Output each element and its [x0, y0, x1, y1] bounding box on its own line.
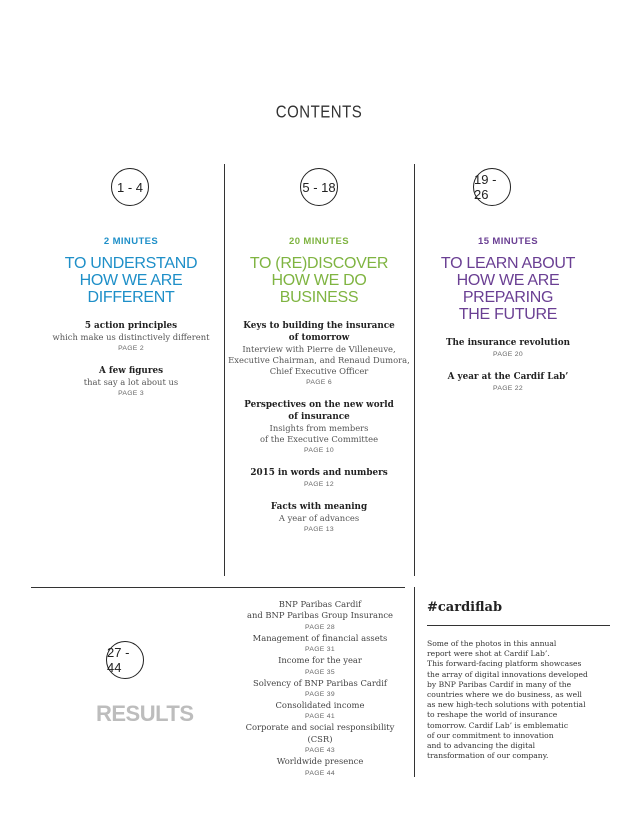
toc-item[interactable]: 2015 in words and numbers PAGE 12 — [250, 468, 388, 488]
toc-item[interactable]: 5 action principles which make us distinctively different PAGE 2 — [52, 321, 210, 352]
minutes-label: 15 MINUTES — [478, 236, 538, 247]
section-understand — [40, 236, 222, 399]
toc-item[interactable]: Keys to building the insurance of tomorrow Interview with Pierre de Villeneuve, Executive Chairman, and Renaud Dumora, Chief Executive Officer PAGE 6 — [228, 321, 410, 386]
results-list — [232, 599, 408, 779]
section-headline: TO LEARN ABOUT HOW WE ARE PREPARING THE FUTURE — [440, 255, 576, 323]
results-item[interactable]: Worldwide presence PAGE 44 — [276, 756, 364, 777]
toc-item[interactable]: The insurance revolution PAGE 20 — [445, 338, 571, 358]
results-item[interactable]: Corporate and social responsibility (CSR) PAGE 43 — [245, 722, 395, 755]
results-item[interactable]: Consolidated income PAGE 41 — [275, 700, 365, 721]
section-headline: TO (RE)DISCOVER HOW WE DO BUSINESS — [249, 255, 389, 306]
toc-item[interactable]: A few figures that say a lot about us PAGE 3 — [83, 366, 179, 397]
cardiflab-text: Some of the photos in this annual report were shot at Cardif Lab’. This forward-facing platform showcases the array of digital innovations developed by BNP Paribas Cardif in many of the countries where we do business, as well as new high-tech solutions with potential to reshape the world of insurance tomorrow. Cardif Lab’ is emblematic of our commitment to innovation and to advancing the digital transformation of our company. — [427, 639, 588, 761]
results-item[interactable]: Income for the year PAGE 35 — [278, 655, 362, 676]
minutes-label: 2 MINUTES — [103, 236, 159, 247]
results-item[interactable]: Solvency of BNP Paribas Cardif PAGE 39 — [253, 677, 387, 699]
results-title: RESULTS — [96, 701, 194, 726]
toc-item[interactable]: Facts with meaning A year of advances PAGE 13 — [270, 502, 368, 533]
page-range-badge-results: 27 - 44 — [106, 641, 144, 679]
divider-cardiflab — [427, 625, 610, 626]
divider-3 — [414, 587, 415, 777]
results-item[interactable]: BNP Paribas Cardif and BNP Paribas Group Insurance PAGE 28 — [246, 599, 394, 631]
divider-2 — [414, 164, 415, 576]
cardiflab-title: #cardiflab — [427, 600, 503, 615]
divider-1 — [224, 164, 225, 576]
toc-item[interactable]: Perspectives on the new world of insurance Insights from members of the Executive Committee PAGE 10 — [244, 400, 394, 454]
page-range-badge-3: 19 - 26 — [473, 168, 511, 206]
section-rediscover — [226, 236, 412, 535]
page-title: CONTENTS — [275, 102, 363, 123]
section-learn — [416, 236, 600, 394]
page-range-badge-2: 5 - 18 — [300, 168, 338, 206]
divider-results — [31, 587, 405, 588]
results-item[interactable]: Management of financial assets PAGE 31 — [252, 632, 388, 654]
toc-item[interactable]: A year at the Cardif Lab’ PAGE 22 — [447, 372, 569, 392]
minutes-label: 20 MINUTES — [289, 236, 349, 247]
section-headline: TO UNDERSTAND HOW WE ARE DIFFERENT — [64, 255, 198, 306]
page-range-badge-1: 1 - 4 — [111, 168, 149, 206]
